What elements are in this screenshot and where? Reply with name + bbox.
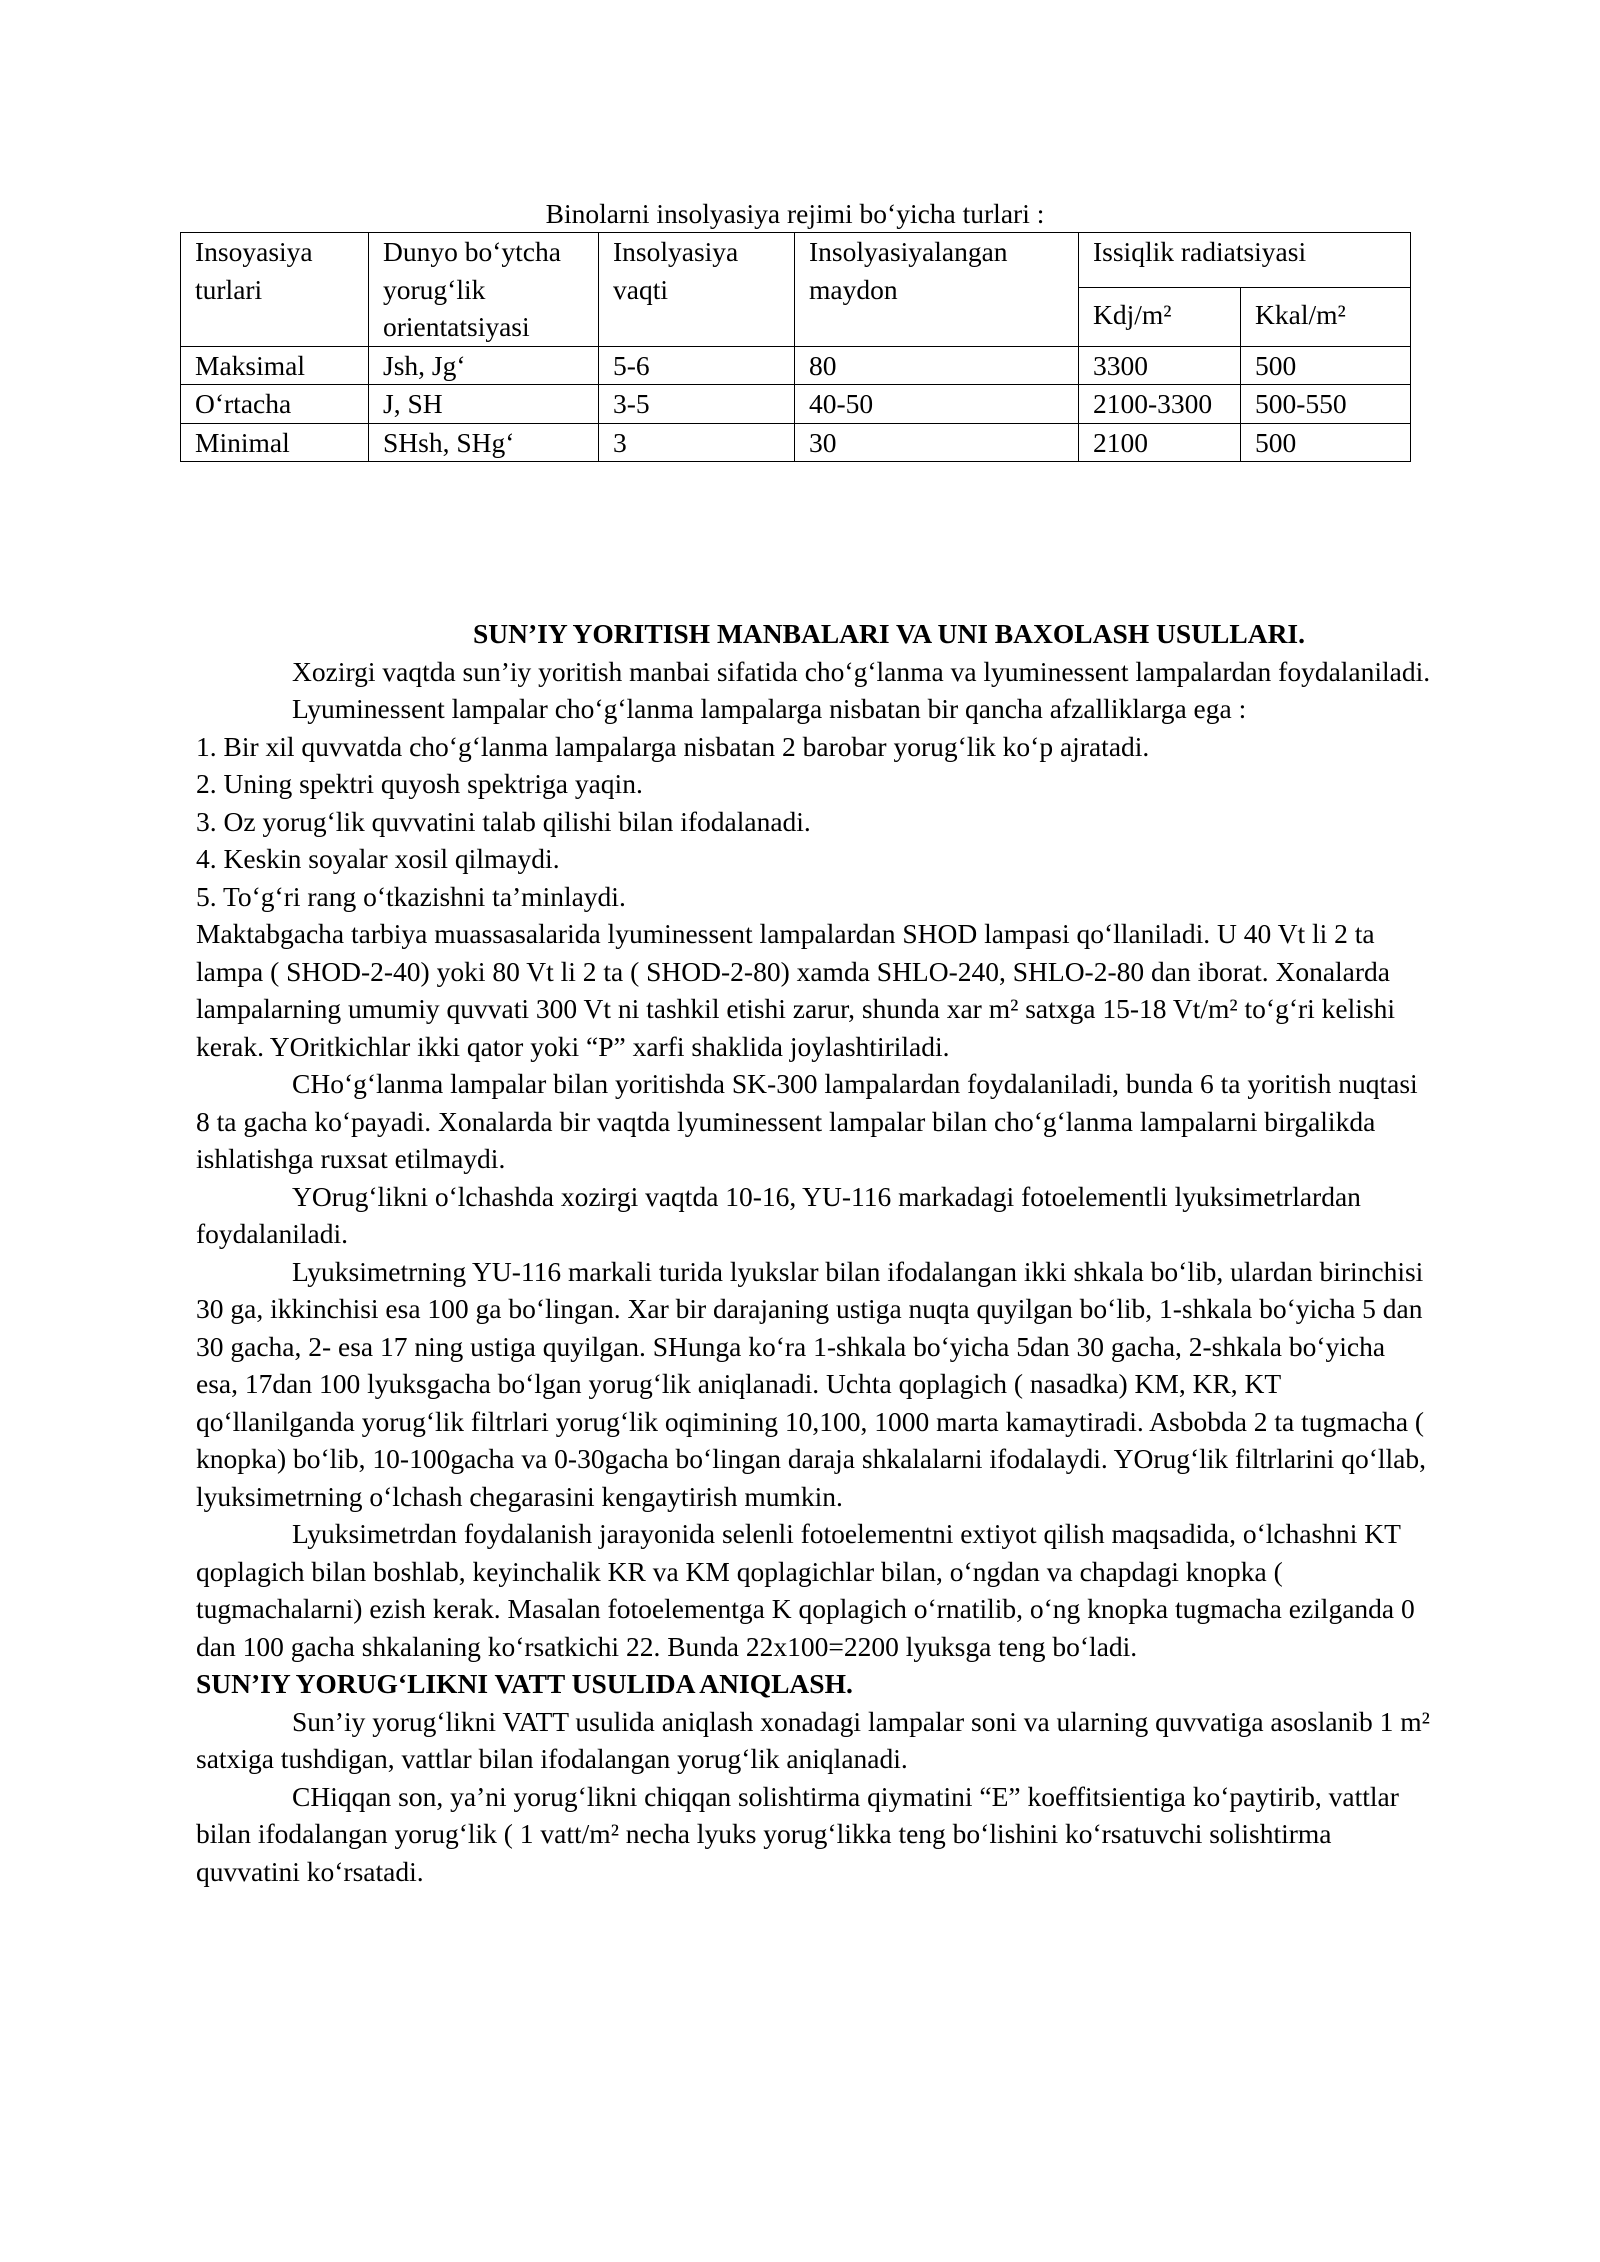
insolation-table	[180, 232, 1411, 462]
paragraph: Sun’iy yorug‘likni VATT usulida aniqlash xonadagi lampalar soni va ularning quvvatiga asoslanib 1 m² satxiga tushdigan, vattlar bilan ifodalangan yorug‘lik aniqlanadi.	[196, 1705, 1430, 1774]
header-cell: Insoyasiya turlari	[181, 233, 369, 347]
table-cell: 80	[795, 346, 1079, 385]
table-cell: Minimal	[181, 423, 369, 462]
header-cell: Kdj/m²	[1079, 288, 1241, 347]
body-text	[196, 615, 1432, 1890]
paragraph: CHo‘g‘lanma lampalar bilan yoritishda SK-300 lampalardan foydalaniladi, bunda 6 ta yoritish nuqtasi 8 ta gacha ko‘payadi. Xonalarda bir vaqtda lyuminessent lampalar bilan cho‘g‘lanma lampalarni birgalikda ishlatishga ruxsat etilmaydi.	[196, 1068, 1418, 1174]
table-cell: J, SH	[369, 385, 599, 424]
paragraph: Lyuminessent lampalar cho‘g‘lanma lampalarga nisbatan bir qancha afzalliklarga ega :	[292, 693, 1247, 724]
table-cell: Maksimal	[181, 346, 369, 385]
table-row	[181, 423, 1411, 462]
list-item: 5. To‘g‘ri rang o‘tkazishni ta’minlaydi.	[196, 880, 626, 912]
header-cell: Kkal/m²	[1241, 288, 1411, 347]
table-row	[181, 385, 1411, 424]
table-header-row	[181, 233, 1411, 288]
section-title: SUN’IY YORUG‘LIKNI VATT USULIDA ANIQLASH.	[196, 1668, 853, 1699]
paragraph: Xozirgi vaqtda sun’iy yoritish manbai sifatida cho‘g‘lanma va lyuminessent lampalardan foydalaniladi.	[292, 655, 1431, 687]
table-cell: SHsh, SHg‘	[369, 423, 599, 462]
paragraph: YOrug‘likni o‘lchashda xozirgi vaqtda 10-16, YU-116 markadagi fotoelementli lyuksimetrlardan foydalaniladi.	[196, 1180, 1361, 1249]
paragraph: Maktabgacha tarbiya muassasalarida lyuminessent lampalardan SHOD lampasi qo‘llaniladi. U 40 Vt li 2 ta lampa ( SHOD-2-40) yoki 80 Vt li 2 ta ( SHOD-2-80) xamda SHLO-240, SHLO-2-80 dan iborat. Xonalarda lampalarning umumiy quvvati 300 Vt ni tashkil etishi zarur, shunda xar m² satxga 15-18 Vt/m² to‘g‘ri kelishi kerak. YOritkichlar ikki qator yoki “P” xarfi shaklida joylashtiriladi.	[196, 918, 1395, 1062]
table-cell: O‘rtacha	[181, 385, 369, 424]
table-cell: 40-50	[795, 385, 1079, 424]
list-item: 3. Oz yorug‘lik quvvatini talab qilishi bilan ifodalanadi.	[196, 805, 811, 837]
table-caption: Binolarni insolyasiya rejimi bo‘yicha turlari :	[545, 198, 1045, 229]
header-cell: Insolyasiyalangan maydon	[795, 233, 1079, 347]
paragraph: CHiqqan son, ya’ni yorug‘likni chiqqan solishtirma qiymatini “E” koeffitsientiga ko‘paytirib, vattlar bilan ifodalangan yorug‘lik ( 1 vatt/m² necha lyuks yorug‘likka teng bo‘lishini ko‘rsatuvchi solishtirma quvvatini ko‘rsatadi.	[196, 1780, 1399, 1887]
list-item: 2. Uning spektri quyosh spektriga yaqin.	[196, 768, 643, 799]
header-cell: Insolyasiya vaqti	[599, 233, 795, 347]
header-cell: Dunyo bo‘ytcha yorug‘lik orientatsiyasi	[369, 233, 599, 347]
section-title: SUN’IY YORITISH MANBALARI VA UNI BAXOLASH USULLARI.	[472, 618, 1306, 649]
table-cell: 3-5	[599, 385, 795, 424]
table-cell: 500-550	[1241, 385, 1411, 424]
table-cell: 5-6	[599, 346, 795, 385]
table-cell: 2100-3300	[1079, 385, 1241, 424]
header-cell-group: Issiqlik radiatsiyasi	[1079, 233, 1411, 288]
table-cell: 500	[1241, 423, 1411, 462]
table-row	[181, 346, 1411, 385]
list-item: 1. Bir xil quvvatda cho‘g‘lanma lampalarga nisbatan 2 barobar yorug‘lik ko‘p ajratadi.	[196, 730, 1150, 762]
paragraph: Lyuksimetrning YU-116 markali turida lyukslar bilan ifodalangan ikki shkala bo‘lib, ulardan birinchisi 30 ga, ikkinchisi esa 100 ga bo‘lingan. Xar bir darajaning ustiga nuqta quyilgan bo‘lib, 1-shkala bo‘yicha 5 dan 30 gacha, 2- esa 17 ning ustiga quyilgan. SHunga ko‘ra 1-shkala bo‘yicha 5dan 30 gacha, 2-shkala bo‘yicha esa, 17dan 100 lyuksgacha bo‘lgan yorug‘lik aniqlanadi. Uchta qoplagich ( nasadka) KM, KR, KT qo‘llanilganda yorug‘lik filtrlari yorug‘lik oqimining 10,100, 1000 marta kamaytiradi. Asbobda 2 ta tugmacha ( knopka) bo‘lib, 10-100gacha va 0-30gacha bo‘lingan daraja shkalalarni ifodalaydi. YOrug‘lik filtrlarini qo‘llab, lyuksimetrning o‘lchash chegarasini kengaytirish mumkin.	[196, 1255, 1426, 1512]
paragraph: Lyuksimetrdan foydalanish jarayonida selenli fotoelementni extiyot qilish maqsadida, o‘lchashni KT qoplagich bilan boshlab, keyinchalik KR va KM qoplagichlar bilan, o‘ngdan va chapdagi knopka ( tugmachalarni) ezish kerak. Masalan fotoelementga K qoplagich o‘rnatilib, o‘ng knopka tugmacha ezilganda 0 dan 100 gacha shkalaning ko‘rsatkichi 22. Bunda 22x100=2200 lyuksga teng bo‘ladi.	[196, 1518, 1415, 1662]
table-cell: Jsh, Jg‘	[369, 346, 599, 385]
table-cell: 2100	[1079, 423, 1241, 462]
table-cell: 500	[1241, 346, 1411, 385]
table-cell: 3	[599, 423, 795, 462]
list-item: 4. Keskin soyalar xosil qilmaydi.	[196, 843, 560, 874]
table-cell: 3300	[1079, 346, 1241, 385]
table-cell: 30	[795, 423, 1079, 462]
